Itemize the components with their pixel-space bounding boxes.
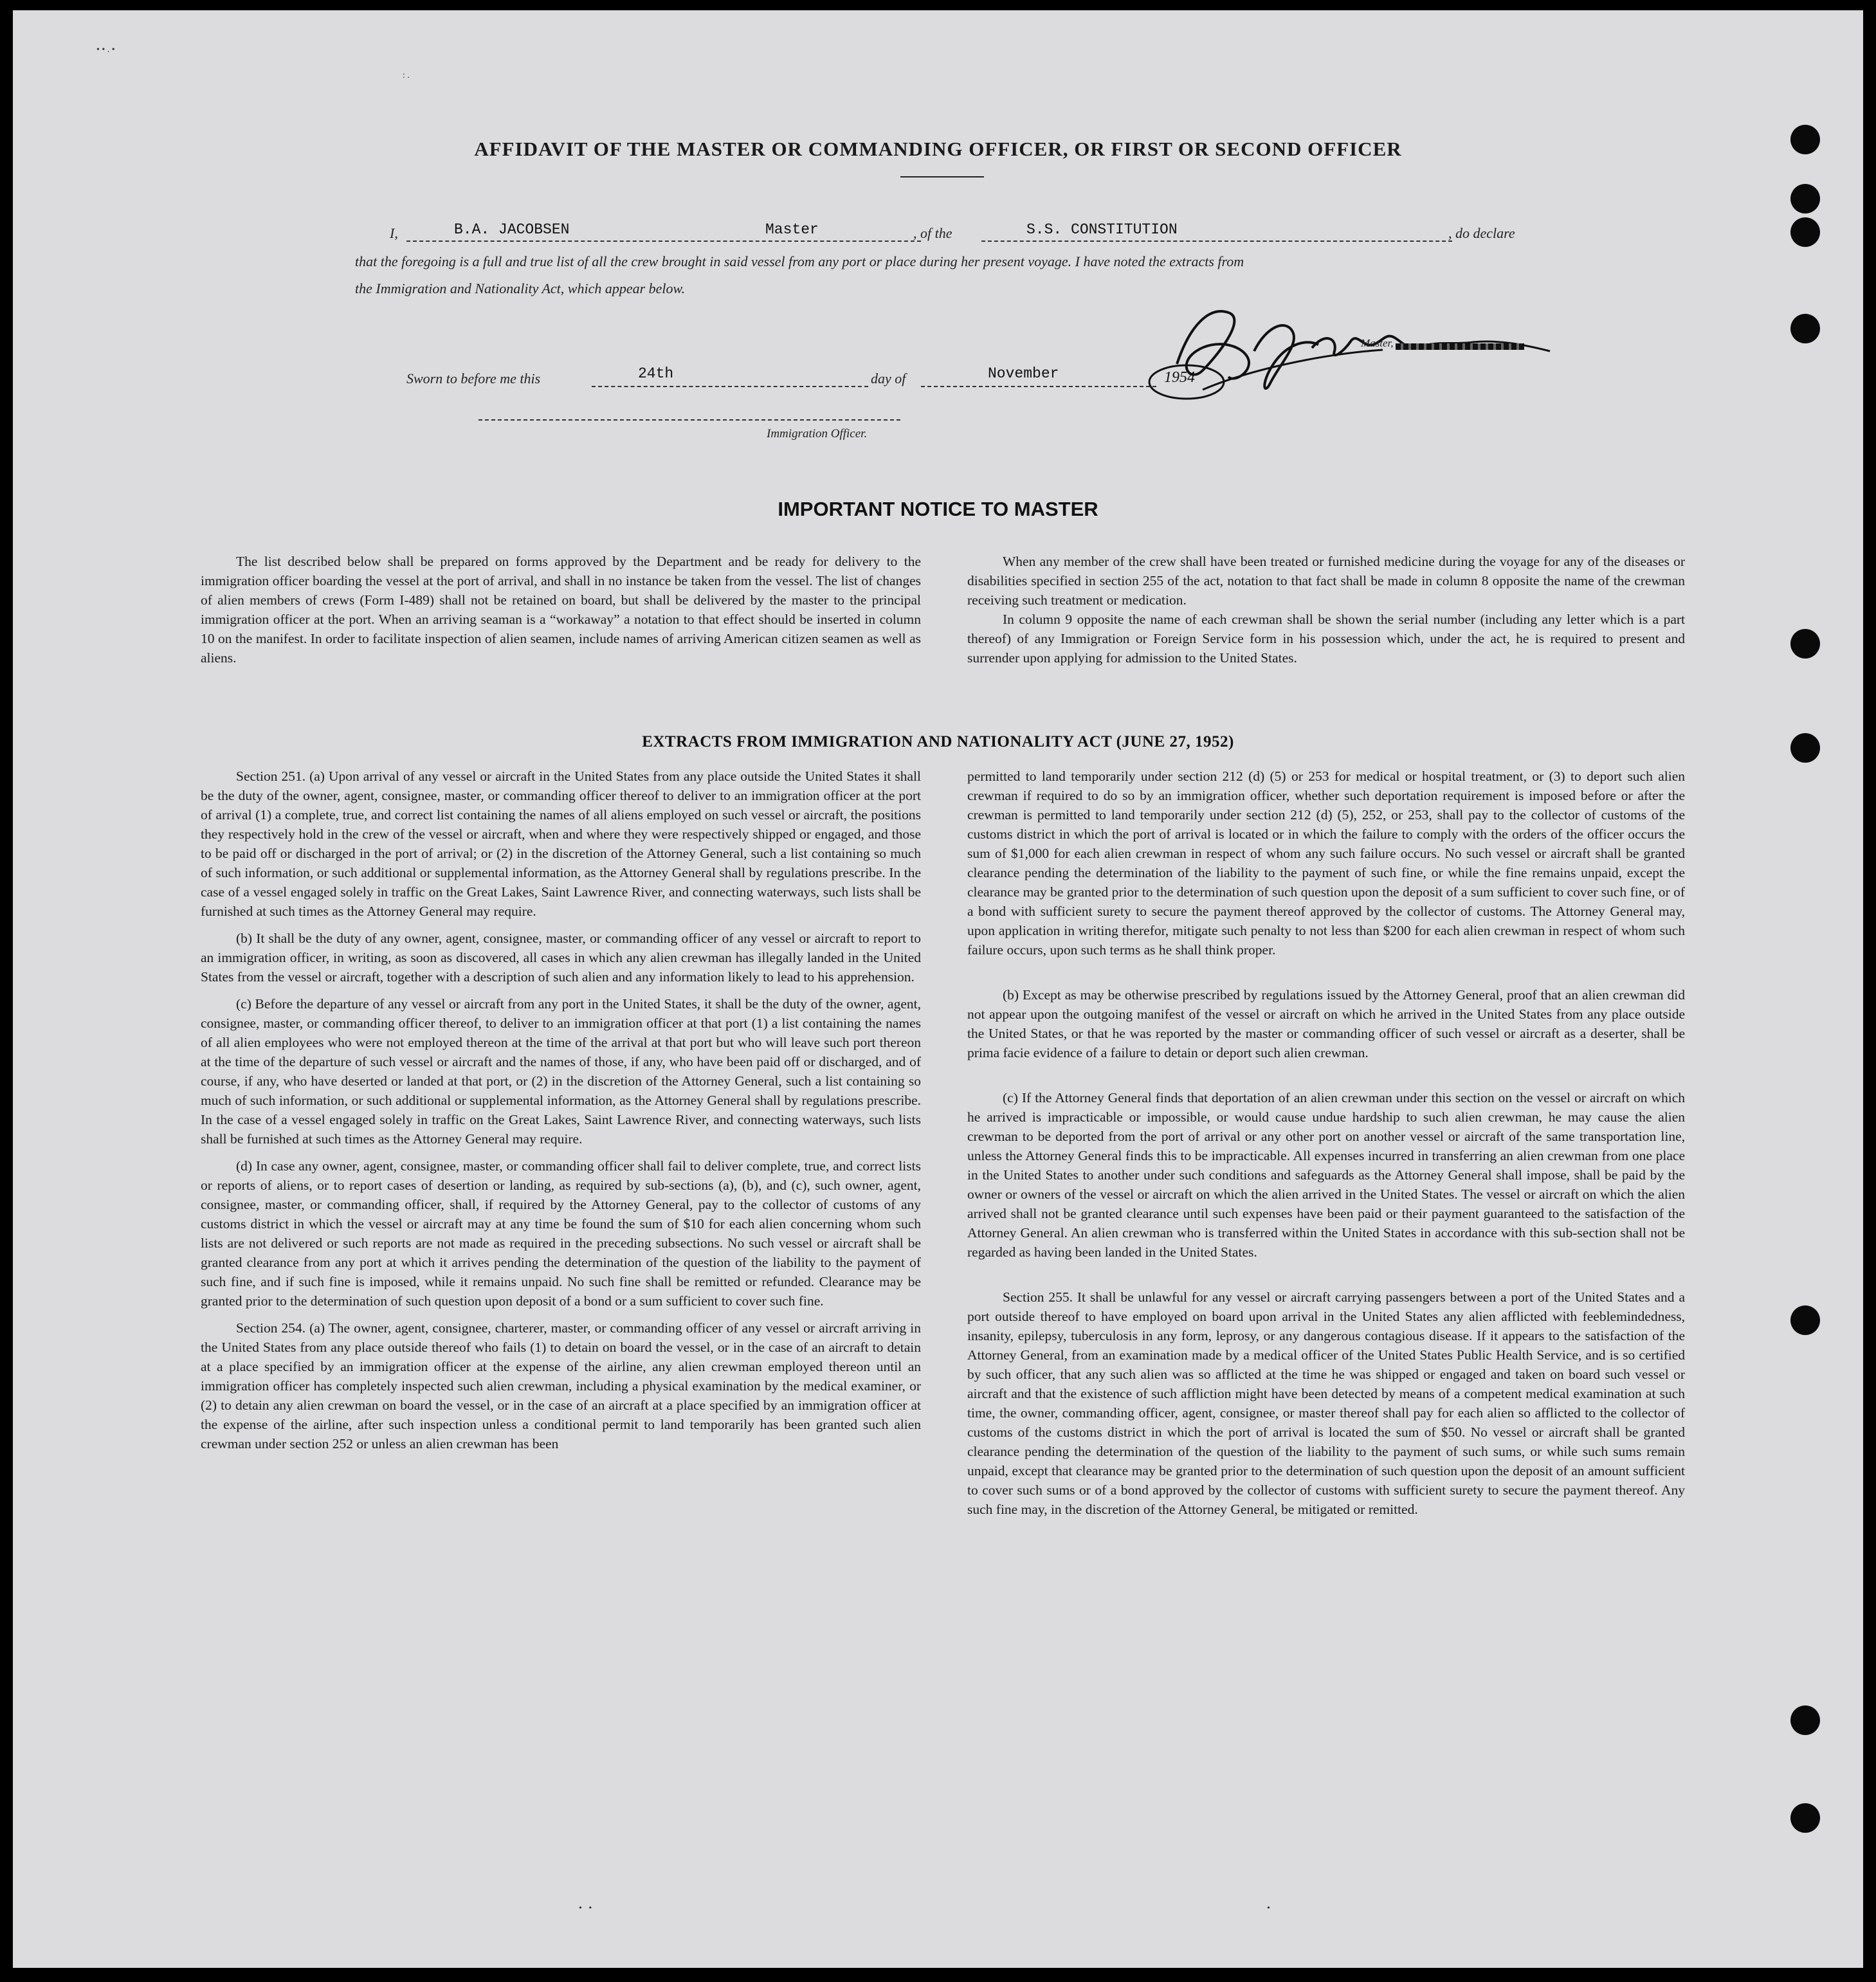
affidavit-title: AFFIDAVIT OF THE MASTER OR COMMANDING OFFICER, OR FIRST OR SECOND OFFICER [474, 138, 1402, 160]
binder-hole [1790, 217, 1820, 247]
of-the-label: , of the [913, 225, 952, 241]
act-section-paragraph: (c) If the Attorney General finds that deportation of an alien crewman under this section on the vessel or aircraft on which he arrived is impracticable or impossible, or would cause undue hardship to such alien crewman, he may cause the alien crewman to be deported from the port of arrival or any other port on another vessel or aircraft of the same transportation line, unless the Attorney General finds this to be impracticable. All expenses incurred in transferring an alien crewman from one place in the United States to another under such conditions and safeguards as the Attorney General shall impose, shall be paid by the owner or owners of the vessel or aircraft on which the alien arrived in the United States. The vessel or aircraft on which the alien arrived shall not be granted clearance until such expenses have been paid or their payment guaranteed to the satisfaction of the Attorney General. An alien crewman who is transferred within the United States in accordance with this sub-section shall not be regarded as having been landed in the United States. [967, 1090, 1685, 1260]
sworn-month-field: November [988, 365, 1059, 382]
affidavit-i-label: I, [390, 225, 398, 241]
month-field-line [921, 386, 1156, 387]
notice-paragraph: When any member of the crew shall have been treated or furnished medicine during the voyage for any of the diseases or disabilities specified in section 255 of the act, notation to that fact shall be made in column 8 opposite the name of the crewman receiving such treatment or medication. [967, 554, 1685, 608]
master-name-field: B.A. JACOBSEN [454, 221, 570, 238]
declaration-line-2: the Immigration and Nationality Act, which appear below. [355, 280, 686, 296]
officer-signature-line [478, 419, 900, 421]
vessel-field-line [981, 241, 1452, 242]
notice-title: IMPORTANT NOTICE TO MASTER [778, 498, 1098, 520]
act-section-paragraph: Section 251. (a) Upon arrival of any vessel or aircraft in the United States from any place outside the United States it shall be the duty of the owner, agent, consignee, master, or commanding officer thereof to deliver to an immigration officer at the port of arrival (1) a complete, true, and correct list containing the names of all aliens employed on such vessel or aircraft, the positions they respectively hold in the crew of the vessel or aircraft, when and where they were respectively shipped or engaged, and those to be paid off or discharged in the port of arrival; or (2) in the discretion of the Attorney General, such a list containing so much of such information, or such additional or supplemental information, as the Attorney General shall by regulations prescribe. In the case of a vessel engaged solely in traffic on the Great Lakes, Saint Lawrence River, and connecting waterways, such lists shall be furnished at such times as the Attorney General may require. [201, 768, 921, 919]
struck-title-text [1396, 343, 1524, 350]
binder-hole [1790, 1305, 1820, 1335]
extracts-left-column [201, 767, 921, 1453]
binder-hole [1790, 629, 1820, 659]
day-field-line [592, 386, 868, 387]
binder-hole [1790, 314, 1820, 343]
document-page [13, 10, 1863, 1968]
immigration-officer-caption: Immigration Officer. [767, 427, 868, 441]
rank-field: Master [765, 221, 819, 238]
scan-speck: • [1267, 1904, 1270, 1913]
binder-hole [1790, 1803, 1820, 1833]
act-section-paragraph: permitted to land temporarily under section 212 (d) (5) or 253 for medical or hospital treatment, or (3) to deport such alien crewman if required to do so by an immigration officer, whether such deportation requirement is imposed before or after the crewman is permitted to land temporarily under section 212 (d) (5), 252, or 253, shall pay to the collector of customs of the customs district in which the port of arrival is located or in which the failure to comply with the orders of the officer occurs the sum of $1,000 for each alien crewman in respect of whom any such failure occurs. No such vessel or aircraft shall be granted clearance pending the determination of the liability to the payment of such fine, or while the fine remains unpaid, except the clearance may be granted prior to the determination of such question upon the deposit of a sum sufficient to cover such fine, or of a bond with sufficient surety to secure the payment thereof approved by the collector of customs. The Attorney General may, upon application in writing therefor, mitigate such penalty to not less than $200 for each alien crewman in respect of whom such failure occurs, upon such terms as he shall think proper. [967, 768, 1685, 958]
master-caption: Master, [1361, 337, 1394, 349]
notice-paragraph: The list described below shall be prepared on forms approved by the Department and be ready for delivery to the immigration officer boarding the vessel at the port of arrival, and shall in no instance be taken from the vessel. The list of changes of alien members of crews (Form I-489) shall not be retained on board, but shall be delivered by the master to the principal immigration officer at the port. When an arriving seaman is a “workaway” a notation to that effect should be inserted in column 10 on the manifest. In order to facilitate inspection of alien seamen, include names of arriving American citizen seamen as well as aliens. [201, 554, 921, 666]
vessel-name-field: S.S. CONSTITUTION [1026, 221, 1178, 238]
title-rule [900, 176, 984, 177]
do-declare-label: , do declare [1448, 225, 1515, 241]
notice-right-column [967, 552, 1685, 668]
act-section-paragraph: (d) In case any owner, agent, consignee, master, or commanding officer shall fail to deliver complete, true, and correct lists or reports of aliens, or to report cases of desertion or landing, as required by sub-sections (a), (b), and (c), such owner, agent, consignee, master, or commanding officer, shall, if required by the Attorney General, pay to the collector of customs of any customs district in which the vessel or aircraft may at any time be found the sum of $10 for each alien concerning whom such lists are not delivered or such reports are not made as required in the preceding subsections. No such vessel or aircraft shall be granted clearance from any port at which it arrives pending the determination of the question of the liability to the payment of such fine, and if such fine is imposed, while it remains unpaid. No such fine shall be remitted or refunded. Clearance may be granted prior to the determination of such question upon deposit of a bond or a sum sufficient to cover such fine. [201, 1158, 921, 1309]
declaration-line-1: that the foregoing is a full and true list of all the crew brought in said vessel from any port or place during her present voyage. I have noted the extracts from [355, 253, 1244, 269]
scan-speck: : . [403, 71, 410, 80]
extracts-right-column [967, 767, 1685, 1519]
sworn-label: Sworn to before me this [406, 370, 541, 386]
sworn-day-field: 24th [638, 365, 674, 382]
notice-left-column [201, 552, 921, 668]
act-section-paragraph: (c) Before the departure of any vessel or aircraft from any port in the United States, it shall be the duty of the owner, agent, consignee, master, or commanding officer thereof, to deliver to an immigration officer at that port (1) a list containing the names of all alien employees who were not employed thereon at the time of the arrival at that port but who will leave such port thereon at the time of the departure of such vessel or aircraft and the names of those, if any, who have been paid off or discharged, and of course, if any, who have deserted or landed at that port, or (2) in the discretion of the Attorney General, such a list containing so much of such information, or such additional or supplemental information, as the Attorney General shall by regulations prescribe. In the case of a vessel engaged solely in traffic on the Great Lakes, Saint Lawrence River, and connecting waterways, such lists shall be furnished at such times as the Attorney General may require. [201, 996, 921, 1147]
sworn-year-field: 1954 [1164, 369, 1195, 386]
name-field-line [406, 241, 921, 242]
act-section-paragraph: (b) It shall be the duty of any owner, agent, consignee, master, or commanding officer of any vessel or aircraft to report to an immigration officer, in writing, as soon as discovered, all cases in which any alien crewman has illegally landed in the United States from the vessel or aircraft, together with a description of such alien and any information likely to lead to his apprehension. [201, 931, 921, 985]
scan-speck: • • . • [96, 45, 115, 55]
day-of-label: day of [871, 370, 906, 386]
act-section-paragraph: Section 254. (a) The owner, agent, consignee, charterer, master, or commanding officer of any vessel or aircraft arriving in the United States from any place outside thereof who fails (1) to detain on board the vessel, or in the case of an aircraft to detain at a place specified by an immigration officer at the expense of the airline, any alien crewman employed thereon until an immigration officer has completely inspected such alien crewman, including a physical examination by the medical examiner, or (2) to detain any alien crewman on board the vessel, or in the case of an aircraft at a place specified by an immigration officer at the expense of the airline, after such inspection unless a conditional permit to land temporarily has been granted such alien crewman under section 252 or unless an alien crewman has been [201, 1320, 921, 1451]
year-circle-mark [1145, 355, 1228, 406]
scan-speck: • • [579, 1904, 592, 1913]
binder-hole [1790, 1705, 1820, 1735]
notice-paragraph: In column 9 opposite the name of each crewman shall be shown the serial number (including any letter which is a part thereof) of any Immigration or Foreign Service form in his possession which, under the act, he is required to present and surrender upon applying for admission to the United States. [967, 612, 1685, 666]
act-section-paragraph: Section 255. It shall be unlawful for any vessel or aircraft carrying passengers between a port of the United States and a port outside thereof to have employed on board upon arrival in the United States any alien afflicted with feeblemindedness, insanity, epilepsy, tuberculosis in any form, leprosy, or any dangerous contagious disease. If it appears to the satisfaction of the Attorney General, from an examination made by a medical officer of the United States Public Health Service, and is so certified by such officer, that any such alien was so afflicted at the time he was shipped or engaged and taken on board such vessel or aircraft and that the existence of such affliction might have been detected by means of a competent medical examination at such time, the owner, commanding officer, agent, consignee, or master thereof shall pay for each alien so afflicted to the collector of customs of the customs district in which the port of arrival is located the sum of $50. No vessel or aircraft shall be granted clearance pending the determination of the question of the liability to the payment of such sums, or while such sums remain unpaid, except that clearance may be granted prior to the determination of such question upon the deposit of an amount sufficient to cover such sums or of a bond approved by the collector of customs with sufficient surety to secure the payment thereof. Any such fine may, in the discretion of the Attorney General, be mitigated or remitted. [967, 1289, 1685, 1517]
binder-hole [1790, 184, 1820, 214]
extracts-title: EXTRACTS FROM IMMIGRATION AND NATIONALITY ACT (JUNE 27, 1952) [642, 733, 1234, 750]
act-section-paragraph: (b) Except as may be otherwise prescribed by regulations issued by the Attorney General, proof that an alien crewman did not appear upon the outgoing manifest of the vessel or aircraft on which he arrived in the United States from any place outside the United States, or that he was reported by the master or commanding officer of such vessel or aircraft as a deserter, shall be prima facie evidence of a failure to detain or deport such alien crewman. [967, 987, 1685, 1060]
